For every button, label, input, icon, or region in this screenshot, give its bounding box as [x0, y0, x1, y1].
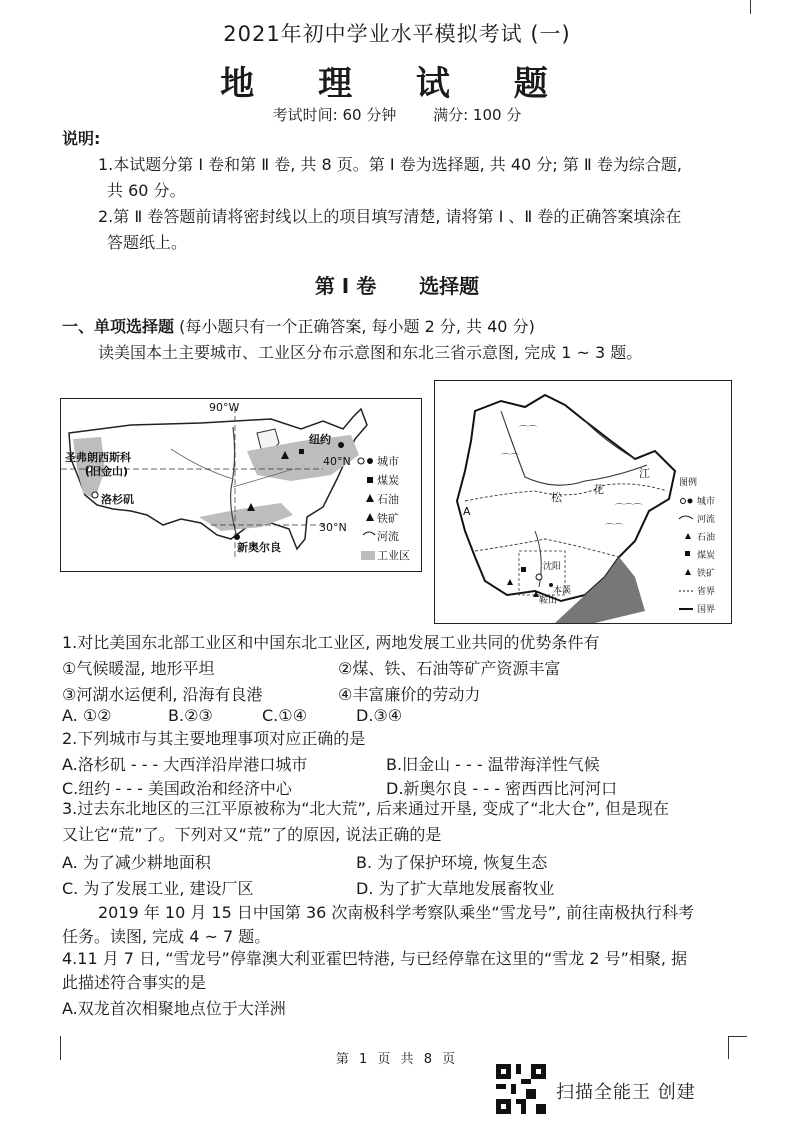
subject-title: 地 理 试 题	[220, 64, 574, 104]
us-map	[60, 398, 422, 572]
ny-city-icon	[338, 442, 344, 448]
no-city-icon	[234, 534, 240, 540]
q1-item2: ②煤、铁、石油等矿产资源丰富	[338, 659, 561, 678]
q1-item1: ①气候暖湿, 地形平坦	[62, 659, 215, 678]
ne-legend-coal: 煤炭	[697, 551, 716, 561]
northeast-china-map	[434, 380, 732, 624]
qr-code-icon	[496, 1064, 546, 1114]
lon90-label: 90°W	[209, 401, 240, 414]
p4-intro-a: 2019 年 10 月 15 日中国第 36 次南极科学考察队乘坐“雪龙号”, 前往南极执行科考	[98, 903, 695, 922]
q3-option-a[interactable]: A. 为了减少耕地面积	[62, 853, 211, 872]
q1-option-d[interactable]: D.③④	[356, 706, 403, 725]
q4-stem-a: 4.11 月 7 日, “雪龙号”停靠澳大利亚霍巴特港, 与已经停靠在这里的“雪龙 2 号”相聚, 据	[62, 949, 688, 968]
q3-stem-a: 3.过去东北地区的三江平原被称为“北大荒”, 后来通过开垦, 变成了“北大仓”, 但是现在	[62, 799, 669, 818]
label-benxi: 本溪	[553, 586, 572, 596]
q2-option-a[interactable]: A.洛杉矶 - - - 大西洋沿岸港口城市	[62, 755, 308, 774]
lat40-label: 40°N	[323, 455, 351, 468]
q1-item4: ④丰富廉价的劳动力	[338, 685, 481, 704]
label-shenyang: 沈阳	[543, 562, 562, 572]
notes-line2a: 2.第 Ⅱ 卷答题前请将密封线以上的项目填写清楚, 请将第 Ⅰ 、Ⅱ 卷的正确答案填涂在	[98, 207, 682, 226]
notes-line2b: 答题纸上。	[107, 233, 188, 252]
notes-label: 说明:	[62, 129, 101, 148]
q4-option-a[interactable]: A.双龙首次相聚地点位于大洋洲	[62, 999, 286, 1018]
ne-legend-title: 图例	[679, 478, 698, 488]
legend-iron: 铁矿	[377, 512, 399, 525]
exam-time: 考试时间: 60 分钟	[272, 106, 397, 124]
q3-option-b[interactable]: B. 为了保护环境, 恢复生态	[356, 853, 548, 872]
coal-icon	[299, 449, 304, 454]
ne-legend-iron: 铁矿	[697, 569, 716, 579]
national-border	[457, 395, 675, 601]
la-label: 洛杉矶	[101, 493, 134, 506]
q3-option-d[interactable]: D. 为了扩大草地发展畜牧业	[356, 879, 555, 898]
exam-title: 2021年初中学业水平模拟考试 (一)	[223, 22, 571, 46]
notes-line1a: 1.本试题分第 Ⅰ 卷和第 Ⅱ 卷, 共 8 页。第 Ⅰ 卷为选择题, 共 40 分; 第 Ⅱ 卷为综合题,	[98, 155, 682, 174]
ne-legend-river: 河流	[697, 515, 716, 525]
q1-stem: 1.对比美国东北部工业区和中国东北工业区, 两地发展工业共同的优势条件有	[62, 633, 600, 652]
legend-oil: 石油	[377, 493, 399, 506]
us-legend	[358, 455, 410, 562]
corner-mark-top	[750, 0, 769, 14]
q2-option-b[interactable]: B.旧金山 - - - 温带海洋性气候	[386, 755, 600, 774]
section-title	[0, 270, 794, 299]
q2-option-d[interactable]: D.新奥尔良 - - - 密西西比河河口	[386, 779, 618, 798]
ne-legend-city: 城市	[697, 497, 716, 507]
q2-stem: 2.下列城市与其主要地理事项对应正确的是	[62, 729, 366, 748]
sf-label: 圣弗朗西斯科	[65, 451, 131, 464]
section-name: 选择题	[419, 274, 480, 298]
label-jiang: 江	[639, 467, 650, 480]
legend-city: 城市	[377, 455, 399, 468]
svg-text:⌒⌒: ⌒⌒	[519, 426, 538, 436]
q4-stem-b: 此描述符合事实的是	[62, 973, 207, 992]
q3-stem-b: 又让它“荒”了。下列对又“荒”了的原因, 说法正确的是	[62, 825, 442, 844]
q1-item3: ③河湖水运便利, 沿海有良港	[62, 685, 263, 704]
exam-info	[0, 104, 794, 125]
section-part: 第 Ⅰ 卷	[314, 274, 377, 298]
svg-text:⌒⌒: ⌒⌒	[501, 454, 520, 464]
p4-intro-b: 任务。读图, 完成 4 ~ 7 题。	[62, 927, 271, 946]
label-anshan: 鞍山	[539, 596, 558, 606]
la-city-icon	[92, 492, 98, 498]
q3-option-c[interactable]: C. 为了发展工业, 建设厂区	[62, 879, 254, 898]
scanner-watermark: 扫描全能王 创建	[556, 1082, 696, 1103]
exam-score: 满分: 100 分	[433, 106, 522, 124]
svg-text:⌒⌒⌒: ⌒⌒⌒	[615, 504, 643, 514]
ne-map-graphic	[435, 381, 731, 623]
no-label: 新奥尔良	[237, 541, 281, 554]
label-hua: 花	[593, 483, 604, 496]
ne-legend	[679, 476, 715, 615]
coal-symbol	[521, 567, 526, 572]
us-map-graphic	[61, 399, 421, 571]
legend-industry: 工业区	[377, 549, 410, 562]
ny-label: 纽约	[309, 433, 331, 446]
legend-coal: 煤炭	[377, 474, 399, 487]
q1-option-c[interactable]: C.①④	[262, 706, 307, 725]
shenyang-icon	[536, 574, 542, 580]
legend-river: 河流	[377, 530, 399, 543]
page-number: 第 1 页 共 8 页	[335, 1052, 459, 1067]
notes-line1b: 共 60 分。	[107, 181, 186, 200]
sf-old-label: (旧金山)	[85, 465, 129, 478]
ne-legend-nation: 国界	[697, 605, 716, 615]
label-a: A	[463, 505, 471, 518]
q2-option-c[interactable]: C.纽约 - - - 美国政治和经济中心	[62, 779, 292, 798]
svg-text:⌒⌒: ⌒⌒	[605, 524, 624, 534]
ne-legend-oil: 石油	[697, 533, 716, 543]
part-one-heading: 一、单项选择题 (每小题只有一个正确答案, 每小题 2 分, 共 40 分)	[62, 317, 535, 336]
ne-legend-prov: 省界	[697, 587, 716, 597]
lat30-label: 30°N	[319, 521, 347, 534]
label-song: 松	[551, 491, 562, 504]
q1-option-b[interactable]: B.②③	[168, 706, 213, 725]
part-one-intro: 读美国本土主要城市、工业区分布示意图和东北三省示意图, 完成 1 ~ 3 题。	[98, 343, 643, 362]
q1-option-a[interactable]: A. ①②	[62, 706, 112, 725]
